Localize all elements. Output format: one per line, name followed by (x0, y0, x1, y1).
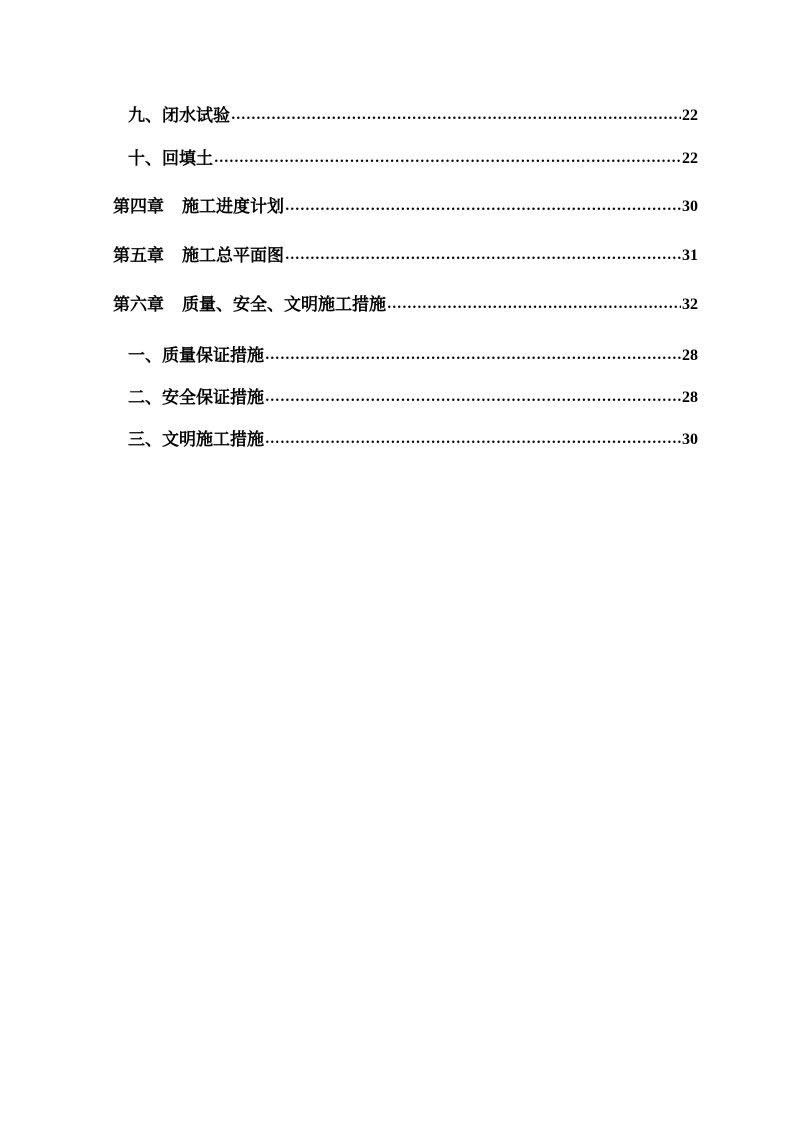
toc-entry-quality-assurance[interactable] (128, 344, 698, 368)
chapter-title: 施工进度计划 (182, 197, 284, 217)
dot-leader (387, 296, 681, 317)
toc-page-number: 30 (682, 198, 698, 215)
toc-entry-title (113, 195, 284, 219)
toc-entry-closed-water-test[interactable] (128, 104, 698, 128)
chapter-number: 第五章 (113, 246, 164, 266)
dot-leader (285, 198, 681, 219)
toc-entry-title: 三、文明施工措施 (128, 430, 264, 450)
toc-entry-civilized-construction[interactable] (128, 428, 698, 452)
toc-page-number: 30 (682, 431, 698, 448)
chapter-number: 第六章 (113, 295, 164, 315)
toc-entry-title: 一、质量保证措施 (128, 346, 264, 366)
dot-leader (231, 107, 681, 128)
toc-page-number: 28 (682, 347, 698, 364)
toc-entry-chapter-5[interactable] (113, 244, 698, 268)
chapter-title: 施工总平面图 (182, 246, 284, 266)
toc-page-number: 28 (682, 389, 698, 406)
toc-entry-title: 九、闭水试验 (128, 106, 230, 126)
dot-leader (265, 431, 681, 452)
dot-leader (214, 150, 681, 171)
chapter-number: 第四章 (113, 197, 164, 217)
chapter-title: 质量、安全、文明施工措施 (182, 295, 386, 315)
toc-entry-safety-assurance[interactable] (128, 386, 698, 410)
toc-entry-title: 十、回填土 (128, 149, 213, 169)
toc-entry-chapter-4[interactable] (113, 195, 698, 219)
toc-entry-chapter-6[interactable] (113, 293, 698, 317)
dot-leader (265, 389, 681, 410)
dot-leader (265, 347, 681, 368)
toc-entry-title: 二、安全保证措施 (128, 388, 264, 408)
toc-page-number: 31 (682, 247, 698, 264)
toc-page-number: 22 (682, 107, 698, 124)
toc-page-number: 22 (682, 150, 698, 167)
toc-entry-title (113, 293, 386, 317)
toc-entry-title (113, 244, 284, 268)
toc-page-number: 32 (682, 296, 698, 313)
toc-entry-backfill[interactable] (128, 147, 698, 171)
dot-leader (285, 247, 681, 268)
